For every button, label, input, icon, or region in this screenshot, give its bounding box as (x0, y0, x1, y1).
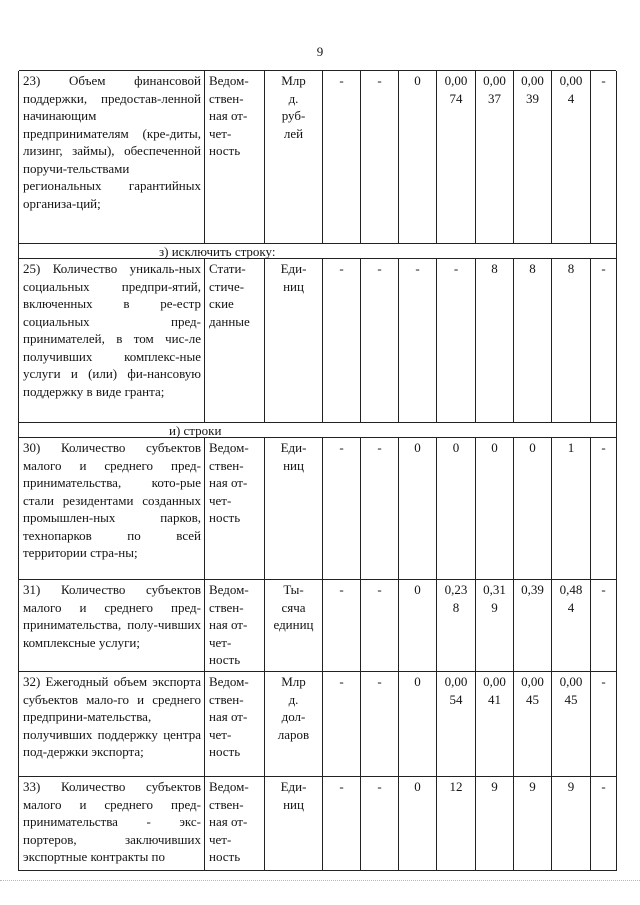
value-cell: - (590, 71, 616, 243)
value-cell: 0 (398, 438, 436, 579)
value-cell: 0,23 8 (436, 580, 475, 671)
table-row (19, 437, 616, 580)
value-cell: 0,00 41 (475, 672, 513, 776)
table-row (19, 258, 616, 423)
value-cell: - (322, 777, 360, 870)
exclude-row-label: з) исключить строку: (19, 243, 616, 259)
table-row (19, 70, 616, 244)
value-cell: 0 (398, 672, 436, 776)
indicator-name: 31) Количество субъектов малого и среднего пред-принимательства, полу-чивших комплексные услуги; (23, 582, 201, 650)
value-cell: 0 (398, 580, 436, 671)
value-cell: - (322, 438, 360, 579)
value-cell: - (398, 259, 436, 422)
data-source: Стати- стиче- ские данные (204, 259, 264, 422)
indicator-name: 25) Количество уникаль-ных социальных предпри-ятий, включенных в ре-естр социальных пред-принимателей, в том чис-ле получивших комплекс-ные услуги и (или) фи-нансовую поддержку в виде гранта; (23, 261, 201, 399)
value-cell: - (590, 259, 616, 422)
unit: Еди- ниц (264, 777, 322, 870)
value-cell: 8 (475, 259, 513, 422)
value-cell: 0 (436, 438, 475, 579)
value-cell: 9 (513, 777, 551, 870)
value-cell: - (360, 672, 398, 776)
table-row (19, 776, 616, 871)
value-cell: 0 (398, 777, 436, 870)
value-cell: 0,00 54 (436, 672, 475, 776)
unit: Еди- ниц (264, 259, 322, 422)
indicator-name: 33) Количество субъектов малого и среднего пред-принимательства - экс-портеров, заключивших экспортные контракты по (23, 779, 201, 864)
value-cell: 8 (551, 259, 590, 422)
indicator-table (18, 71, 617, 871)
unit: Ты- сяча единиц (264, 580, 322, 671)
value-cell: 0,48 4 (551, 580, 590, 671)
value-cell: 0,00 4 (551, 71, 590, 243)
value-cell: - (322, 71, 360, 243)
value-cell: 9 (475, 777, 513, 870)
value-cell: 0 (513, 438, 551, 579)
value-cell: 0 (398, 71, 436, 243)
value-cell: 0,39 (513, 580, 551, 671)
value-cell: - (322, 259, 360, 422)
value-cell: - (590, 672, 616, 776)
indicator-name: 32) Ежегодный объем экспорта субъектов мало-го и среднего предприни-мательства, получивших поддержку центра под-держки экспорта; (23, 674, 201, 759)
value-cell: - (436, 259, 475, 422)
data-source: Ведом- ствен- ная от- чет- ность (204, 71, 264, 243)
value-cell: 0,00 37 (475, 71, 513, 243)
indicator-name: 23) Объем финансовой поддержки, предостав-ленной начинающим предпринимателям (кре-диты, лизинг, займы), обеспеченной поручи-тельствами региональных гарантийных организа-ций; (23, 73, 201, 211)
data-source: Ведом- ствен- ная от- чет- ность (204, 438, 264, 579)
value-cell: - (322, 672, 360, 776)
value-cell: - (590, 438, 616, 579)
indicator-name: 30) Количество субъектов малого и среднего пред-принимательства, кото-рые стали резидентами созданных промышлен-ных парков, технопарков по всей территории стра-ны; (23, 440, 201, 560)
value-cell: 8 (513, 259, 551, 422)
value-cell: - (590, 580, 616, 671)
data-source: Ведом- ствен- ная от- чет- ность (204, 777, 264, 870)
value-cell: - (360, 71, 398, 243)
data-source: Ведом- ствен- ная от- чет- ность (204, 580, 264, 671)
value-cell: 0,31 9 (475, 580, 513, 671)
rows-label: и) строки (19, 422, 616, 438)
unit: Млр д. руб- лей (264, 71, 322, 243)
value-cell: 0,00 45 (551, 672, 590, 776)
unit: Млр д. дол- ларов (264, 672, 322, 776)
value-cell: 0 (475, 438, 513, 579)
value-cell: - (360, 580, 398, 671)
page-number: 9 (316, 44, 324, 59)
table-row (19, 671, 616, 777)
unit: Еди- ниц (264, 438, 322, 579)
value-cell: - (360, 777, 398, 870)
value-cell: - (360, 438, 398, 579)
data-source: Ведом- ствен- ная от- чет- ность (204, 672, 264, 776)
value-cell: 1 (551, 438, 590, 579)
value-cell: 12 (436, 777, 475, 870)
value-cell: - (322, 580, 360, 671)
value-cell: 0,00 45 (513, 672, 551, 776)
value-cell: 0,00 39 (513, 71, 551, 243)
scan-artifact-line (0, 880, 640, 883)
table-row (19, 579, 616, 672)
value-cell: 0,00 74 (436, 71, 475, 243)
value-cell: - (360, 259, 398, 422)
value-cell: - (590, 777, 616, 870)
value-cell: 9 (551, 777, 590, 870)
